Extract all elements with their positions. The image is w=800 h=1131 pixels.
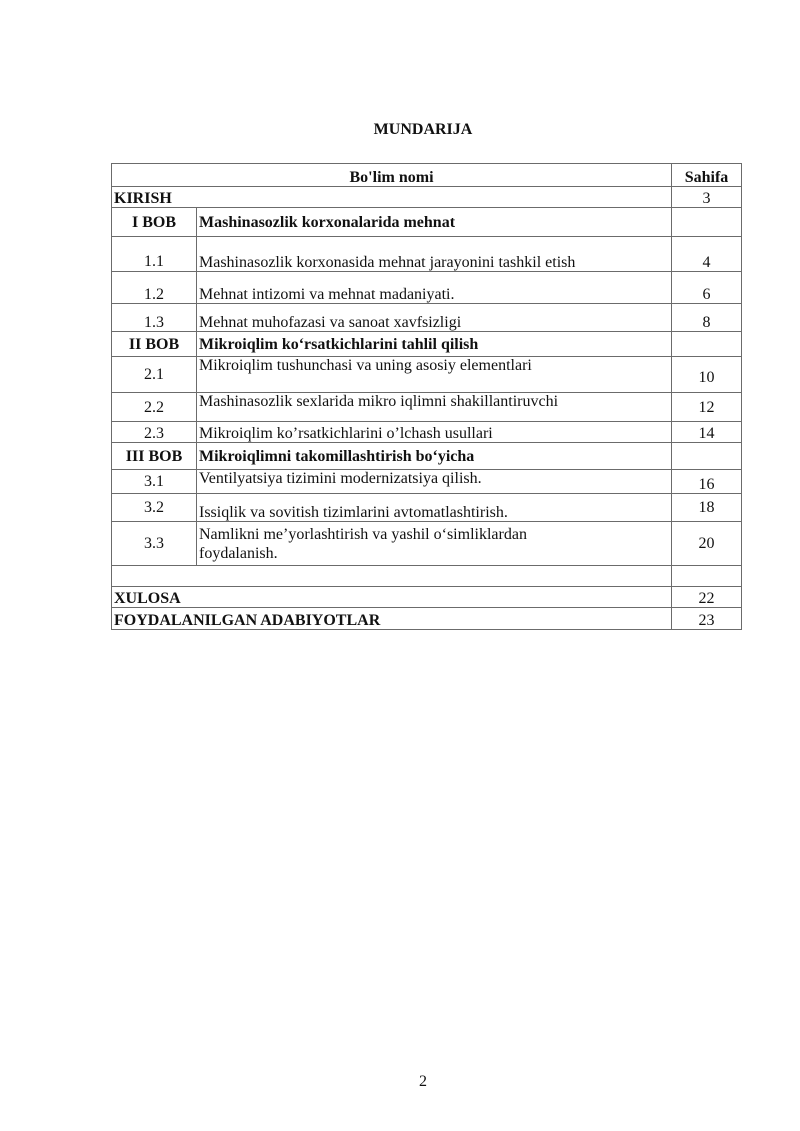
section-row [112,470,742,494]
section-row [112,522,742,566]
section-title: Mashinasozlik korxonasida mehnat jarayonini tashkil etish [197,237,672,272]
section-title: Namlikni me’yorlashtirish va yashil o‘simliklardan foydalanish. [197,522,672,566]
table-of-contents [111,163,742,630]
references-page: 23 [672,608,742,630]
section-row [112,272,742,304]
section-row [112,393,742,422]
chapter-row [112,443,742,470]
section-page: 12 [672,393,742,422]
section-title: Ventilyatsiya tizimini modernizatsiya qilish. [197,470,672,494]
section-title: Issiqlik va sovitish tizimlarini avtomatlashtirish. [197,494,672,522]
references-label: FOYDALANILGAN ADABIYOTLAR [112,608,672,630]
section-page: 8 [672,304,742,332]
section-number: 3.3 [112,522,197,566]
section-number: 2.3 [112,422,197,443]
empty-cell [672,566,742,587]
section-row [112,237,742,272]
conclusion-page: 22 [672,587,742,608]
section-number: 3.2 [112,494,197,522]
column-header-name: Bo'lim nomi [112,164,672,187]
page-title: MUNDARIJA [373,121,473,138]
section-page: 6 [672,272,742,304]
section-row [112,494,742,522]
section-number: 2.1 [112,357,197,393]
section-number: 1.2 [112,272,197,304]
section-number: 2.2 [112,393,197,422]
section-row [112,357,742,393]
conclusion-row [112,587,742,608]
section-title: Mehnat muhofazasi va sanoat xavfsizligi [197,304,672,332]
section-title: Mikroiqlim ko’rsatkichlarini o’lchash usullari [197,422,672,443]
table-header-row [112,164,742,187]
section-row [112,304,742,332]
section-number: 3.1 [112,470,197,494]
chapter-page-empty [672,443,742,470]
chapter-label: I BOB [112,208,197,237]
chapter-row [112,208,742,237]
section-page: 10 [672,357,742,393]
references-row [112,608,742,630]
chapter-page-empty [672,332,742,357]
chapter-page-empty [672,208,742,237]
chapter-label: II BOB [112,332,197,357]
intro-row [112,187,742,208]
chapter-title: Mashinasozlik korxonalarida mehnat [197,208,672,237]
chapter-title: Mikroiqlimni takomillashtirish bo‘yicha [197,443,672,470]
page-number: 2 [419,1073,427,1090]
section-page: 18 [672,494,742,522]
intro-label: KIRISH [112,187,672,208]
section-page: 20 [672,522,742,566]
section-title: Mehnat intizomi va mehnat madaniyati. [197,272,672,304]
section-title: Mashinasozlik sexlarida mikro iqlimni shakillantiruvchi [197,393,672,422]
chapter-row [112,332,742,357]
chapter-label: III BOB [112,443,197,470]
empty-cell [112,566,672,587]
column-header-page: Sahifa [672,164,742,187]
empty-row [112,566,742,587]
section-number: 1.1 [112,237,197,272]
section-page: 16 [672,470,742,494]
section-page: 14 [672,422,742,443]
section-page: 4 [672,237,742,272]
conclusion-label: XULOSA [112,587,672,608]
chapter-title: Mikroiqlim ko‘rsatkichlarini tahlil qilish [197,332,672,357]
section-row [112,422,742,443]
intro-page: 3 [672,187,742,208]
section-number: 1.3 [112,304,197,332]
section-title: Mikroiqlim tushunchasi va uning asosiy elementlari [197,357,672,393]
